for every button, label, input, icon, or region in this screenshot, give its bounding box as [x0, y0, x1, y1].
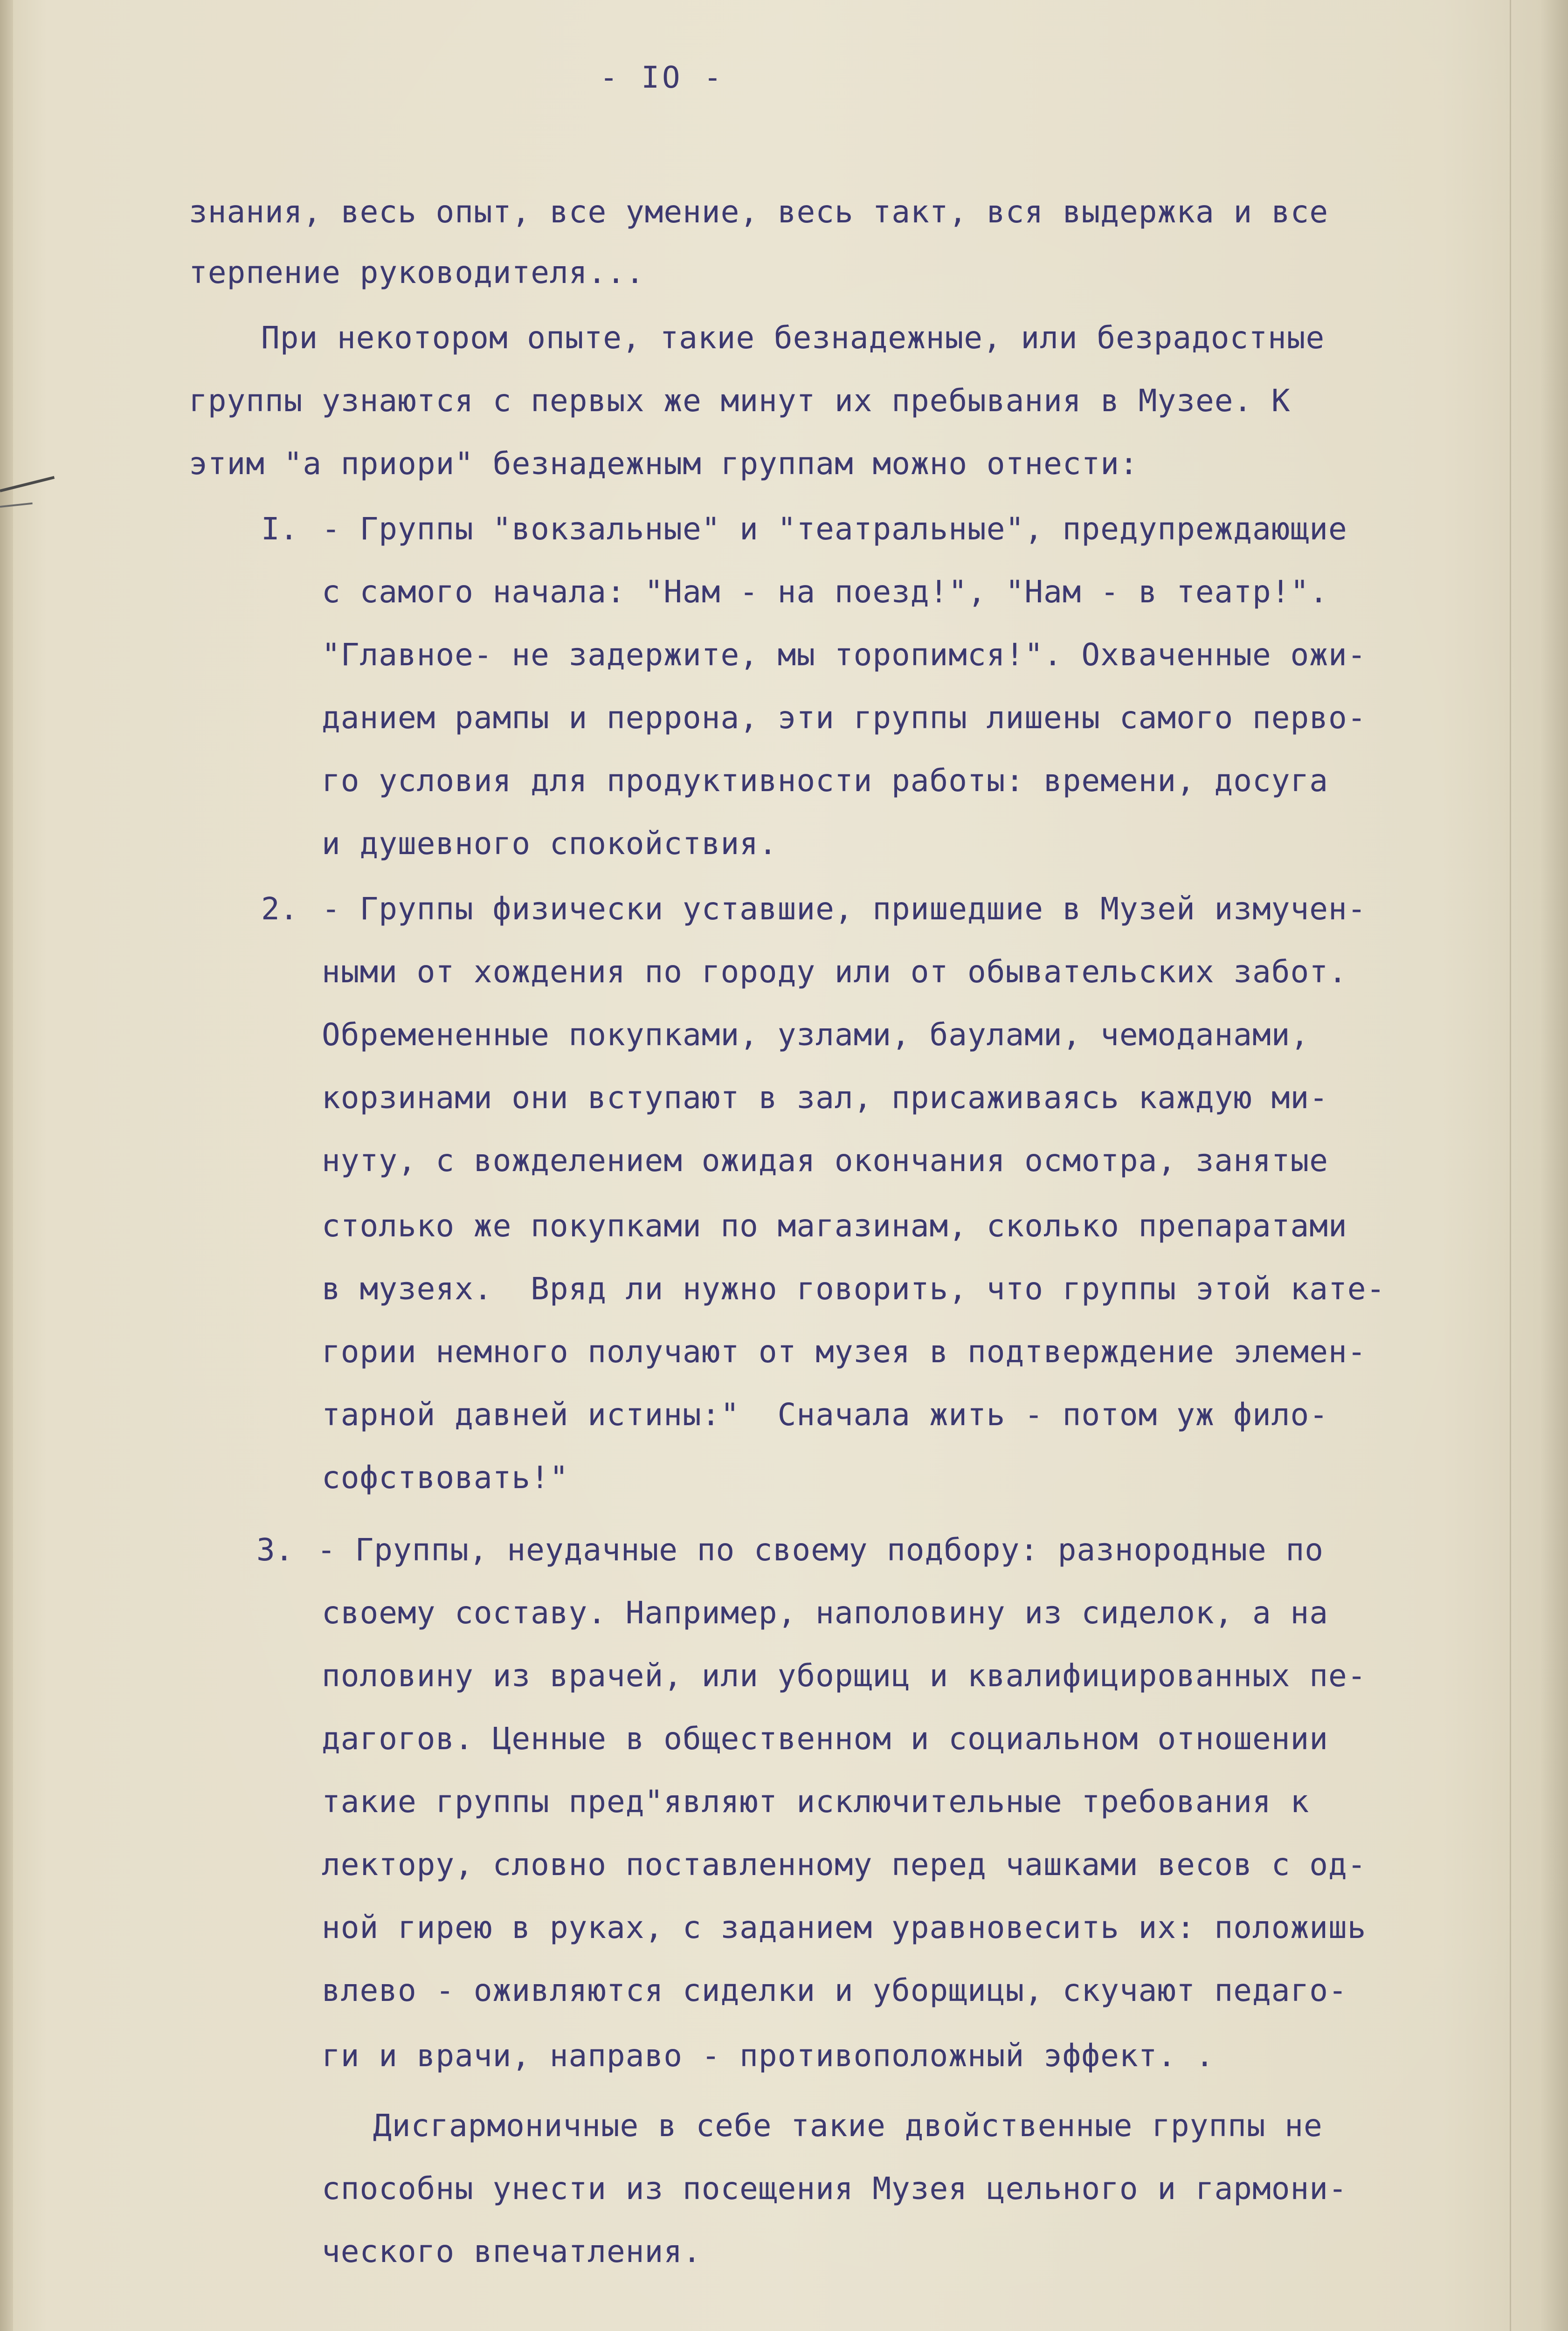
text-line: с самого начала: "Нам - на поезд!", "Нам - в театр!". — [322, 574, 1328, 610]
text-line: гории немного получают от музея в подтверждение элемен- — [322, 1334, 1367, 1370]
text-line: ги и врачи, направо - противоположный эффект. . — [322, 2038, 1215, 2074]
text-line: При некотором опыте, такие безнадежные, или безрадостные — [261, 320, 1325, 356]
text-line: группы узнаются с первых же минут их пребывания в Музее. К — [189, 383, 1291, 419]
text-line: - Группы физически уставшие, пришедшие в Музей измучен- — [322, 891, 1367, 927]
text-line: - Группы, неудачные по своему подбору: разнородные по — [317, 1532, 1324, 1568]
page-fold-line — [1510, 0, 1511, 2331]
list-item-number: 2. — [261, 891, 298, 927]
text-line: Дисгармоничные в себе такие двойственные группы не — [373, 2108, 1323, 2144]
text-line: корзинами они вступают в зал, присаживаясь каждую ми- — [322, 1080, 1328, 1116]
text-line: такие группы пред"являют исключительные требования к — [322, 1784, 1310, 1820]
text-line: ческого впечатления. — [322, 2234, 702, 2269]
list-item-number: I. — [261, 511, 298, 547]
text-line: влево - оживляются сиделки и уборщицы, скучают педаго- — [322, 1972, 1347, 2008]
text-line: терпение руководителя... — [189, 255, 645, 290]
text-line: ными от хождения по городу или от обывательских забот. — [322, 954, 1347, 990]
text-line: нуту, с вожделением ожидая окончания осмотра, занятые — [322, 1143, 1328, 1179]
text-line: половину из врачей, или уборщиц и квалифицированных пе- — [322, 1658, 1367, 1694]
text-line: этим "а приори" безнадежным группам можно отнести: — [189, 446, 1139, 482]
text-line: в музеях. Вряд ли нужно говорить, что группы этой кате- — [322, 1271, 1386, 1307]
text-line: знания, весь опыт, все умение, весь такт, вся выдержка и все — [189, 194, 1329, 230]
text-line: столько же покупками по магазинам, сколько препаратами — [322, 1208, 1347, 1244]
text-line: своему составу. Например, наполовину из сиделок, а на — [322, 1595, 1328, 1631]
page-left-edge — [0, 0, 13, 2331]
text-line: го условия для продуктивности работы: времени, досуга — [322, 763, 1328, 799]
page-right-edge — [1540, 0, 1568, 2331]
text-line: Обремененные покупками, узлами, баулами, чемоданами, — [322, 1017, 1310, 1053]
text-line: тарной давней истины:" Сначала жить - потом уж фило- — [322, 1397, 1328, 1433]
text-line: - Группы "вокзальные" и "театральные", предупреждающие — [322, 511, 1347, 547]
text-line: софствовать!" — [322, 1460, 569, 1496]
text-line: данием рампы и перрона, эти группы лишены самого перво- — [322, 700, 1367, 736]
text-line: "Главное- не задержите, мы торопимся!". Охваченные ожи- — [322, 637, 1367, 673]
text-line: лектору, словно поставленному перед чашками весов с од- — [322, 1847, 1367, 1883]
list-item-number: 3. — [256, 1532, 294, 1568]
page-number: - IO - — [600, 61, 725, 95]
text-line: и душевного спокойствия. — [322, 826, 778, 862]
text-line: дагогов. Ценные в общественном и социальном отношении — [322, 1721, 1328, 1757]
text-line: ной гирею в руках, с заданием уравновесить их: положишь — [322, 1910, 1367, 1945]
text-line: способны унести из посещения Музея цельного и гармони- — [322, 2171, 1347, 2207]
